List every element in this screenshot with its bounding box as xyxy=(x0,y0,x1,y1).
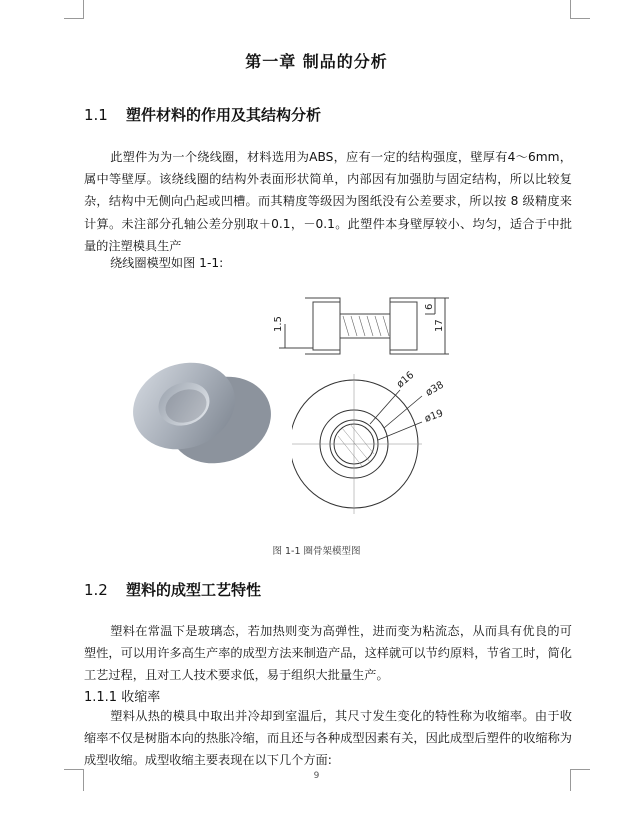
crop-mark-top-right-h xyxy=(570,18,590,19)
figure-caption: 图 1-1 圈骨架模型图 xyxy=(272,546,361,557)
chapter-title: 第一章 制品的分析 xyxy=(245,52,388,71)
crop-mark-top-left-v xyxy=(83,0,84,18)
subsection-paragraph xyxy=(84,705,572,772)
section-heading-1 xyxy=(84,104,321,125)
dim-phi19: ø19 xyxy=(423,408,445,425)
model-intro-line: 绕线圈模型如图 1-1: xyxy=(110,256,224,270)
dim-6: 6 xyxy=(424,303,435,310)
subsection-title: 收缩率 xyxy=(121,690,161,705)
section-title: 塑件材料的作用及其结构分析 xyxy=(126,106,322,124)
section1-paragraph-text: 此塑件为为一个绕线圈，材料选用为ABS，应有一定的结构强度，壁厚有4～6mm，属中等壁厚。该绕线圈的结构外表面形状简单，内部因有加强肋与固定结构，所以比较复杂，结构中无侧向凸起或凹槽。而其精度等级因为图纸没有公差要求，所以按 8 级精度来计算。未注部分孔轴公差分别取＋0.1，－0.1。此塑件本身壁厚较小、均匀，适合于中批量的注塑模具生产 xyxy=(84,150,572,253)
crop-mark-top-left-h xyxy=(64,18,84,19)
spool-front-drawing xyxy=(292,366,482,521)
dim-phi38: ø38 xyxy=(424,379,446,399)
section-number: 1.2 xyxy=(84,581,108,599)
crop-mark-bottom-right-h xyxy=(570,769,590,770)
subsection-number: 1.1.1 xyxy=(84,690,118,705)
subsection-heading xyxy=(84,686,160,705)
dim-17: 17 xyxy=(434,319,445,332)
dim-phi16: ø16 xyxy=(394,369,417,391)
section2-paragraph-text: 塑料在常温下是玻璃态，若加热则变为高弹性，进而变为粘流态，从而具有优良的可塑性，可以用许多高生产率的成型方法来制造产品，这样就可以节约原料，节省工时，简化工艺过程，且对工人技术要求低，易于组织大批量生产。 xyxy=(84,624,572,683)
section2-paragraph xyxy=(84,620,572,687)
section-heading-2 xyxy=(84,579,261,600)
crop-mark-bottom-left-h xyxy=(64,769,84,770)
spool-3d-render xyxy=(122,360,282,470)
spool-section-drawing xyxy=(265,292,465,362)
section-number: 1.1 xyxy=(84,106,108,124)
page-number: 9 xyxy=(313,771,320,781)
section-title: 塑料的成型工艺特性 xyxy=(126,581,262,599)
dim-1-5: 1.5 xyxy=(273,316,284,332)
crop-mark-top-right-v xyxy=(570,0,571,18)
subsection-paragraph-text: 塑料从热的模具中取出并冷却到室温后，其尺寸发生变化的特性称为收缩率。由于收缩率不仅是树脂本向的热胀冷缩，而且还与各种成型因素有关，因此成型后塑件的收缩称为成型收缩。成型收缩主要表现在以下几个方面: xyxy=(84,709,572,768)
section1-paragraph xyxy=(84,146,572,257)
